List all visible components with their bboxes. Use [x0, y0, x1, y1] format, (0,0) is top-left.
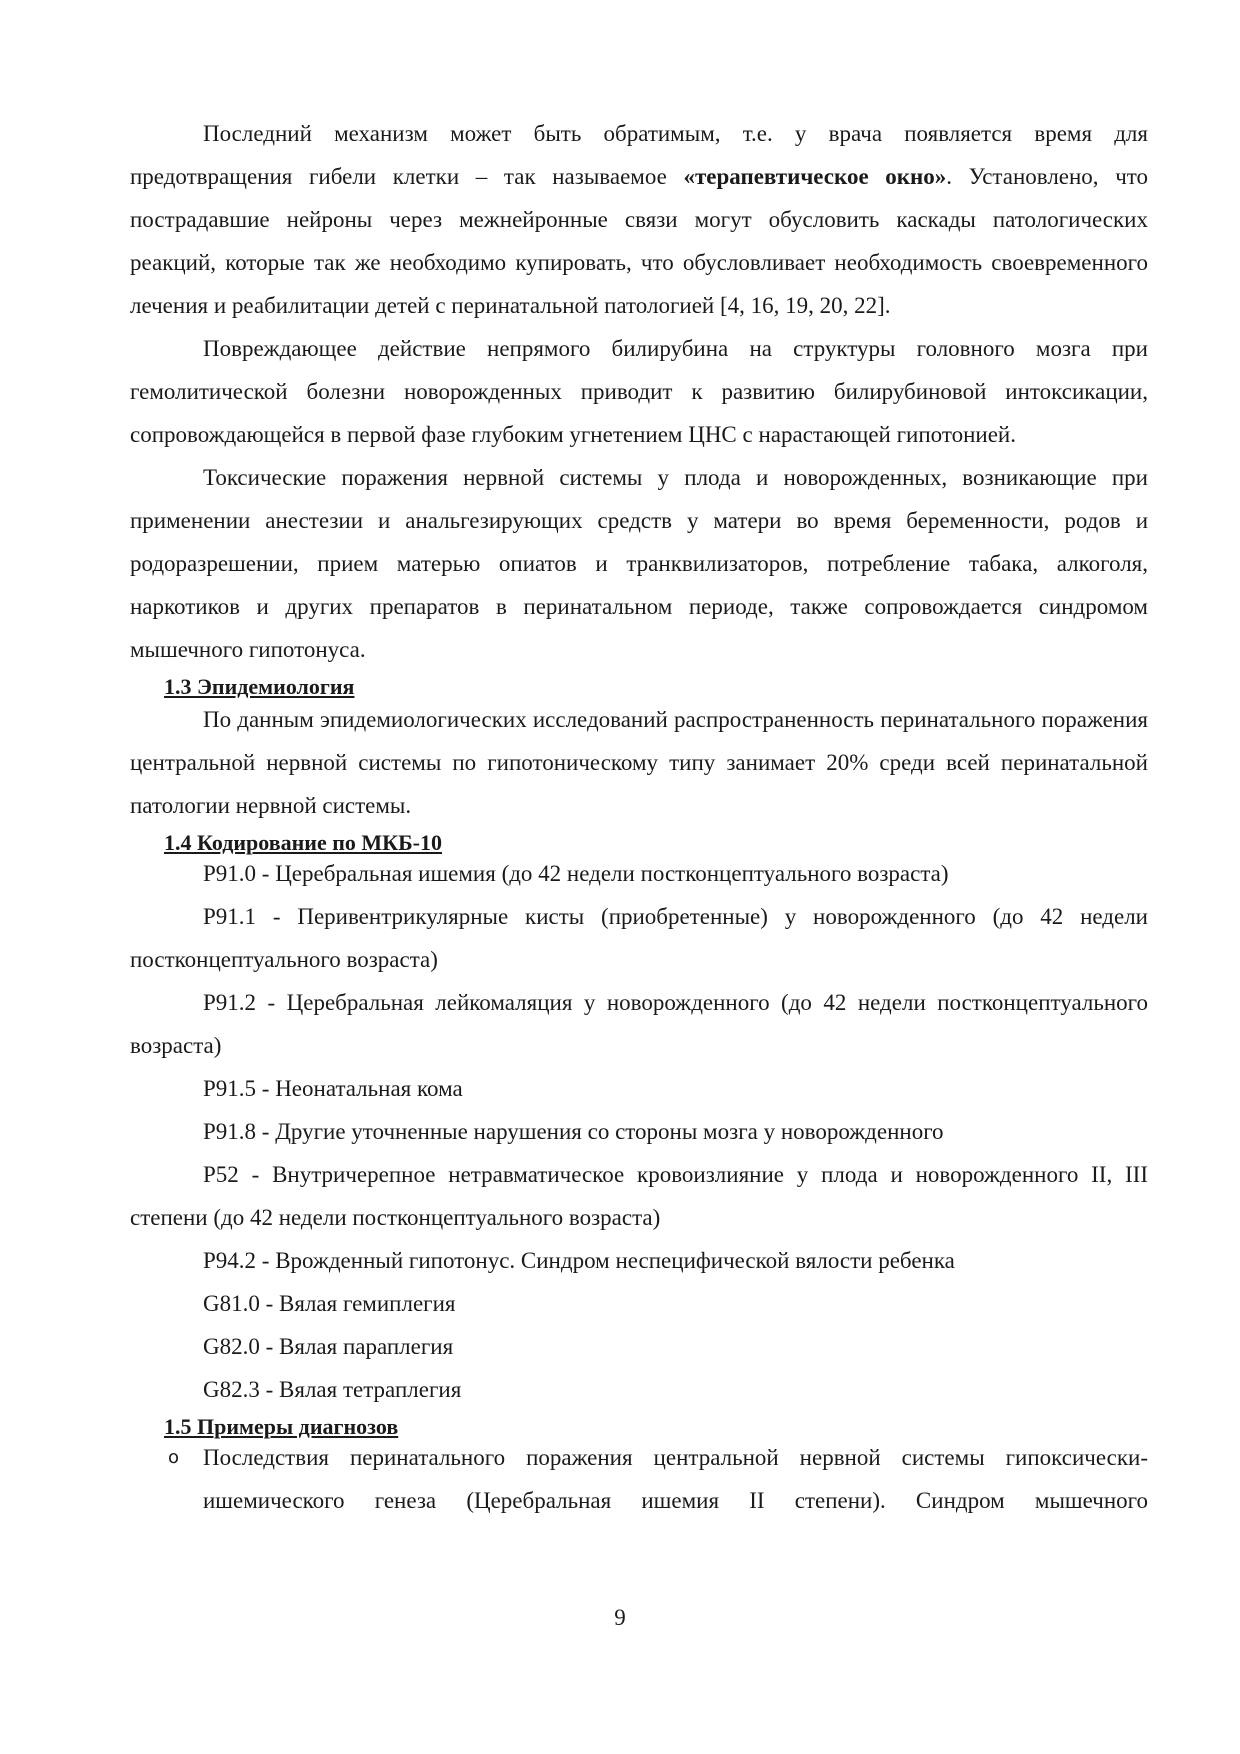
icd-code-line: P91.1 - Перивентрикулярные кисты (приобретенные) у новорожденного (до 42 недели постконцептуального возраста) [130, 904, 1148, 972]
paragraph-1-text-b: . Установлено, что пострадавшие нейроны через межнейронные связи могут обусловить каскады патологических реакций, которые так же необходимо купировать, что обусловливает необходимость своевременного лечения и реабилитации детей с перинатальной патологией [4, 16, 19, 20, 22]. [130, 164, 1149, 318]
paragraph-2: Повреждающее действие непрямого билирубина на структуры головного мозга при гемолитической болезни новорожденных приводит к развитию билирубиновой интоксикации, сопровождающейся в первой фазе глубоким угнетением ЦНС с нарастающей гипотонией. [130, 336, 1148, 447]
diagnosis-example-item [130, 1436, 1148, 1522]
page-number: 9 [614, 1605, 626, 1630]
paragraph-1-bold-term: «терапевтическое окно» [683, 164, 947, 189]
paragraph-3: Токсические поражения нервной системы у плода и новорожденных, возникающие при применении анестезии и анальгезирующих средств у матери во время беременности, родов и родоразрешении, прием матерью опиатов и транквилизаторов, потребление табака, алкоголя, наркотиков и других препаратов в перинатальном периоде, также сопровождается синдромом мышечного гипотонуса. [130, 465, 1148, 662]
section-heading-icd10: 1.4 Кодирование по МКБ-10 [164, 830, 442, 855]
icd-code-line: G82.0 - Вялая параплегия [203, 1334, 454, 1359]
icd-code-line: P91.8 - Другие уточненные нарушения со стороны мозга у новорожденного [203, 1119, 944, 1144]
icd-code-line: P91.5 - Неонатальная кома [203, 1076, 463, 1101]
paragraph-1-text-a: Последний механизм может быть обратимым, т.е. у врача появляется время для предотвращения гибели клетки – так называемое [130, 121, 1148, 189]
icd-code-line: P94.2 - Врожденный гипотонус. Синдром неспецифической вялости ребенка [203, 1248, 955, 1273]
icd-code-line: G81.0 - Вялая гемиплегия [203, 1291, 456, 1316]
icd-code-line: P91.0 - Церебральная ишемия (до 42 недели постконцептуального возраста) [203, 861, 949, 886]
paragraph-1 [130, 112, 1148, 327]
section-heading-diagnosis-examples: 1.5 Примеры диагнозов [164, 1414, 399, 1439]
icd-code-line: P91.2 - Церебральная лейкомаляция у новорожденного (до 42 недели постконцептуального возраста) [130, 990, 1148, 1058]
diagnosis-example-text: Последствия перинатального поражения центральной нервной системы гипоксически-ишемического генеза (Церебральная ишемия II степени). Синдром мышечного [203, 1445, 1148, 1513]
bullet-marker: o [168, 1447, 180, 1468]
epidemiology-text: По данным эпидемиологических исследований распространенность перинатального поражения центральной нервной системы по гипотоническому типу занимает 20% среди всей перинатальной патологии нервной системы. [130, 707, 1148, 818]
document-page [130, 112, 1148, 1522]
icd-code-line: P52 - Внутричерепное нетравматическое кровоизлияние у плода и новорожденного II, III степени (до 42 недели постконцептуального возраста) [130, 1162, 1148, 1230]
icd-code-line: G82.3 - Вялая тетраплегия [203, 1377, 462, 1402]
section-heading-epidemiology: 1.3 Эпидемиология [164, 674, 355, 699]
